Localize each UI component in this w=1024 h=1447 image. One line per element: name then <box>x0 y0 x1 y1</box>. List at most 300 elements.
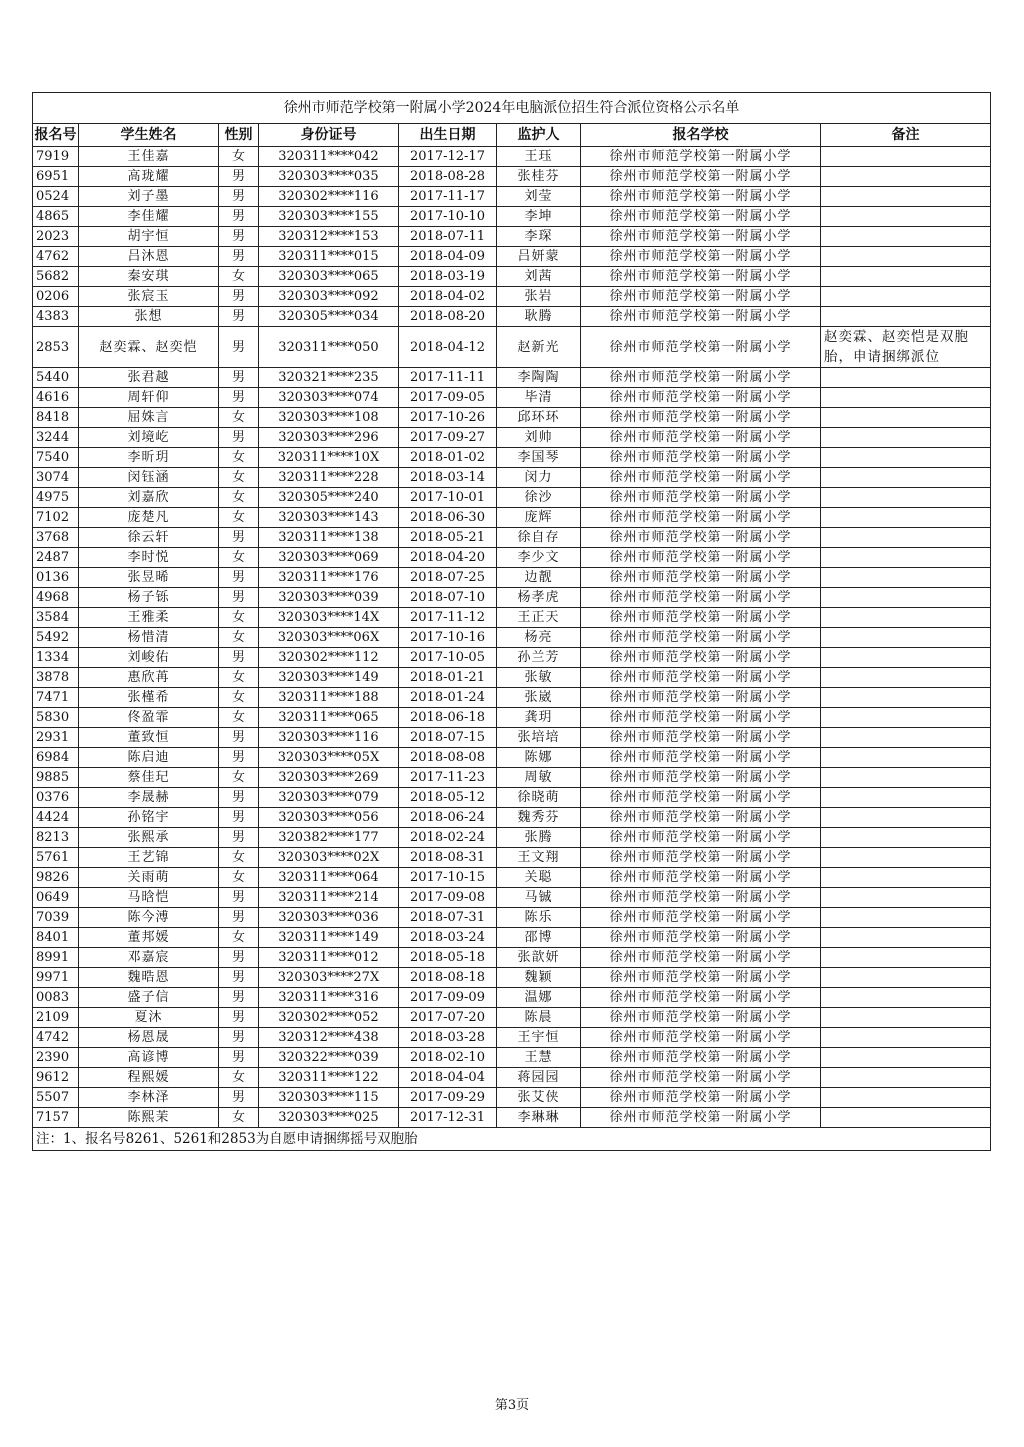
cell-gender: 女 <box>219 928 259 948</box>
cell-registration-no: 6951 <box>33 167 79 187</box>
table-row <box>33 988 991 1008</box>
cell-gender: 男 <box>219 748 259 768</box>
cell-student-name: 夏沐 <box>79 1008 219 1028</box>
cell-student-name: 秦安琪 <box>79 267 219 287</box>
cell-gender: 男 <box>219 187 259 207</box>
cell-id-number: 320303****074 <box>259 388 399 408</box>
cell-guardian: 李琛 <box>497 227 581 247</box>
cell-remarks <box>821 888 991 908</box>
cell-student-name: 张槿希 <box>79 688 219 708</box>
cell-guardian: 王正天 <box>497 608 581 628</box>
cell-school: 徐州市师范学校第一附属小学 <box>581 167 821 187</box>
cell-school: 徐州市师范学校第一附属小学 <box>581 1048 821 1068</box>
cell-guardian: 温娜 <box>497 988 581 1008</box>
cell-guardian: 关聪 <box>497 868 581 888</box>
cell-birth-date: 2017-10-01 <box>399 488 497 508</box>
cell-id-number: 320303****269 <box>259 768 399 788</box>
table-row <box>33 1048 991 1068</box>
cell-school: 徐州市师范学校第一附属小学 <box>581 688 821 708</box>
cell-guardian: 邵博 <box>497 928 581 948</box>
table-row <box>33 668 991 688</box>
cell-registration-no: 4968 <box>33 588 79 608</box>
table-row <box>33 267 991 287</box>
cell-remarks <box>821 708 991 728</box>
cell-remarks <box>821 388 991 408</box>
cell-remarks <box>821 167 991 187</box>
cell-student-name: 蔡佳玘 <box>79 768 219 788</box>
cell-gender: 女 <box>219 508 259 528</box>
cell-guardian: 庞辉 <box>497 508 581 528</box>
cell-birth-date: 2017-09-29 <box>399 1088 497 1108</box>
cell-school: 徐州市师范学校第一附属小学 <box>581 748 821 768</box>
cell-school: 徐州市师范学校第一附属小学 <box>581 988 821 1008</box>
cell-registration-no: 4762 <box>33 247 79 267</box>
cell-remarks <box>821 548 991 568</box>
cell-student-name: 陈启迪 <box>79 748 219 768</box>
cell-birth-date: 2018-01-21 <box>399 668 497 688</box>
cell-remarks <box>821 1048 991 1068</box>
cell-remarks <box>821 988 991 1008</box>
cell-student-name: 庞楚凡 <box>79 508 219 528</box>
cell-remarks <box>821 307 991 327</box>
cell-registration-no: 0524 <box>33 187 79 207</box>
cell-guardian: 王宇恒 <box>497 1028 581 1048</box>
cell-birth-date: 2017-10-15 <box>399 868 497 888</box>
cell-birth-date: 2018-01-02 <box>399 448 497 468</box>
cell-birth-date: 2018-02-24 <box>399 828 497 848</box>
cell-student-name: 屈姝言 <box>79 408 219 428</box>
table-row <box>33 287 991 307</box>
cell-gender: 男 <box>219 648 259 668</box>
cell-student-name: 王雅柔 <box>79 608 219 628</box>
cell-remarks <box>821 648 991 668</box>
cell-id-number: 320311****122 <box>259 1068 399 1088</box>
table-row <box>33 408 991 428</box>
cell-registration-no: 4742 <box>33 1028 79 1048</box>
cell-school: 徐州市师范学校第一附属小学 <box>581 668 821 688</box>
cell-school: 徐州市师范学校第一附属小学 <box>581 327 821 368</box>
cell-school: 徐州市师范学校第一附属小学 <box>581 1008 821 1028</box>
cell-remarks <box>821 688 991 708</box>
cell-gender: 女 <box>219 468 259 488</box>
header-remarks: 备注 <box>821 124 991 147</box>
cell-student-name: 李时悦 <box>79 548 219 568</box>
cell-gender: 男 <box>219 588 259 608</box>
header-student-name: 学生姓名 <box>79 124 219 147</box>
cell-school: 徐州市师范学校第一附属小学 <box>581 568 821 588</box>
table-row <box>33 1068 991 1088</box>
cell-school: 徐州市师范学校第一附属小学 <box>581 828 821 848</box>
cell-school: 徐州市师范学校第一附属小学 <box>581 227 821 247</box>
cell-gender: 男 <box>219 1048 259 1068</box>
cell-school: 徐州市师范学校第一附属小学 <box>581 908 821 928</box>
cell-id-number: 320303****025 <box>259 1108 399 1128</box>
cell-guardian: 魏秀芬 <box>497 808 581 828</box>
cell-remarks <box>821 247 991 267</box>
cell-gender: 女 <box>219 768 259 788</box>
roster-sheet <box>32 92 990 1151</box>
cell-registration-no: 5492 <box>33 628 79 648</box>
cell-guardian: 邱环环 <box>497 408 581 428</box>
cell-registration-no: 5682 <box>33 267 79 287</box>
cell-remarks <box>821 488 991 508</box>
cell-guardian: 杨亮 <box>497 628 581 648</box>
cell-guardian: 张崴 <box>497 688 581 708</box>
cell-guardian: 马铖 <box>497 888 581 908</box>
cell-birth-date: 2018-06-18 <box>399 708 497 728</box>
table-row <box>33 388 991 408</box>
cell-id-number: 320311****065 <box>259 708 399 728</box>
cell-registration-no: 2931 <box>33 728 79 748</box>
table-row <box>33 848 991 868</box>
table-row <box>33 908 991 928</box>
cell-remarks <box>821 428 991 448</box>
cell-id-number: 320311****138 <box>259 528 399 548</box>
cell-school: 徐州市师范学校第一附属小学 <box>581 928 821 948</box>
cell-gender: 男 <box>219 908 259 928</box>
cell-student-name: 董致恒 <box>79 728 219 748</box>
cell-birth-date: 2017-12-31 <box>399 1108 497 1128</box>
table-row <box>33 167 991 187</box>
page-number: 第3页 <box>494 1398 530 1413</box>
cell-id-number: 320303****115 <box>259 1088 399 1108</box>
cell-birth-date: 2018-06-24 <box>399 808 497 828</box>
cell-remarks <box>821 728 991 748</box>
cell-remarks <box>821 408 991 428</box>
cell-guardian: 张岩 <box>497 287 581 307</box>
cell-birth-date: 2018-08-08 <box>399 748 497 768</box>
cell-remarks <box>821 608 991 628</box>
cell-birth-date: 2018-07-25 <box>399 568 497 588</box>
cell-registration-no: 6984 <box>33 748 79 768</box>
cell-remarks <box>821 1008 991 1028</box>
cell-registration-no: 5507 <box>33 1088 79 1108</box>
cell-registration-no: 7919 <box>33 147 79 167</box>
cell-guardian: 陈娜 <box>497 748 581 768</box>
cell-id-number: 320303****143 <box>259 508 399 528</box>
cell-guardian: 王珏 <box>497 147 581 167</box>
table-row <box>33 768 991 788</box>
cell-school: 徐州市师范学校第一附属小学 <box>581 428 821 448</box>
cell-school: 徐州市师范学校第一附属小学 <box>581 968 821 988</box>
table-row <box>33 187 991 207</box>
cell-gender: 男 <box>219 1008 259 1028</box>
cell-guardian: 徐沙 <box>497 488 581 508</box>
cell-registration-no: 5830 <box>33 708 79 728</box>
cell-gender: 男 <box>219 327 259 368</box>
cell-school: 徐州市师范学校第一附属小学 <box>581 728 821 748</box>
cell-remarks <box>821 748 991 768</box>
cell-gender: 男 <box>219 948 259 968</box>
table-row <box>33 1028 991 1048</box>
cell-student-name: 赵奕霖、赵奕恺 <box>79 327 219 368</box>
cell-birth-date: 2017-07-20 <box>399 1008 497 1028</box>
cell-guardian: 张培培 <box>497 728 581 748</box>
cell-guardian: 陈晨 <box>497 1008 581 1028</box>
cell-student-name: 徐云轩 <box>79 528 219 548</box>
cell-id-number: 320311****214 <box>259 888 399 908</box>
cell-school: 徐州市师范学校第一附属小学 <box>581 207 821 227</box>
cell-guardian: 张敏 <box>497 668 581 688</box>
cell-guardian: 李少文 <box>497 548 581 568</box>
cell-school: 徐州市师范学校第一附属小学 <box>581 247 821 267</box>
table-row <box>33 227 991 247</box>
cell-student-name: 马晗恺 <box>79 888 219 908</box>
cell-school: 徐州市师范学校第一附属小学 <box>581 848 821 868</box>
header-guardian: 监护人 <box>497 124 581 147</box>
cell-school: 徐州市师范学校第一附属小学 <box>581 508 821 528</box>
cell-student-name: 闵钰涵 <box>79 468 219 488</box>
cell-gender: 女 <box>219 628 259 648</box>
cell-remarks <box>821 928 991 948</box>
cell-remarks <box>821 808 991 828</box>
table-row <box>33 608 991 628</box>
cell-gender: 男 <box>219 1088 259 1108</box>
cell-gender: 男 <box>219 1028 259 1048</box>
table-row <box>33 648 991 668</box>
cell-remarks <box>821 468 991 488</box>
cell-school: 徐州市师范学校第一附属小学 <box>581 1068 821 1088</box>
table-row <box>33 548 991 568</box>
cell-id-number: 320303****14X <box>259 608 399 628</box>
cell-birth-date: 2018-03-24 <box>399 928 497 948</box>
cell-student-name: 刘子墨 <box>79 187 219 207</box>
cell-guardian: 杨孝虎 <box>497 588 581 608</box>
cell-gender: 男 <box>219 227 259 247</box>
cell-registration-no: 2023 <box>33 227 79 247</box>
cell-remarks <box>821 1088 991 1108</box>
cell-birth-date: 2018-04-09 <box>399 247 497 267</box>
cell-registration-no: 5440 <box>33 368 79 388</box>
cell-gender: 男 <box>219 167 259 187</box>
cell-remarks <box>821 768 991 788</box>
cell-gender: 男 <box>219 247 259 267</box>
cell-registration-no: 0649 <box>33 888 79 908</box>
cell-school: 徐州市师范学校第一附属小学 <box>581 588 821 608</box>
cell-school: 徐州市师范学校第一附属小学 <box>581 1088 821 1108</box>
cell-id-number: 320303****108 <box>259 408 399 428</box>
cell-student-name: 惠欣苒 <box>79 668 219 688</box>
cell-student-name: 魏晧恩 <box>79 968 219 988</box>
footnote: 注：1、报名号8261、5261和2853为自愿申请捆绑摇号双胞胎 <box>33 1128 991 1151</box>
cell-student-name: 李昕玥 <box>79 448 219 468</box>
cell-id-number: 320303****02X <box>259 848 399 868</box>
cell-remarks <box>821 147 991 167</box>
table-row <box>33 968 991 988</box>
cell-remarks <box>821 668 991 688</box>
table-row <box>33 1088 991 1108</box>
cell-gender: 男 <box>219 428 259 448</box>
cell-id-number: 320311****012 <box>259 948 399 968</box>
cell-id-number: 320303****149 <box>259 668 399 688</box>
cell-student-name: 高珑耀 <box>79 167 219 187</box>
cell-student-name: 王艺锦 <box>79 848 219 868</box>
cell-birth-date: 2018-04-20 <box>399 548 497 568</box>
cell-registration-no: 7540 <box>33 448 79 468</box>
cell-gender: 女 <box>219 448 259 468</box>
table-title: 徐州市师范学校第一附属小学2024年电脑派位招生符合派位资格公示名单 <box>33 93 991 124</box>
cell-remarks <box>821 448 991 468</box>
cell-gender: 女 <box>219 868 259 888</box>
roster-table <box>32 92 991 1151</box>
cell-guardian: 陈乐 <box>497 908 581 928</box>
cell-id-number: 320312****153 <box>259 227 399 247</box>
cell-remarks <box>821 227 991 247</box>
cell-school: 徐州市师范学校第一附属小学 <box>581 528 821 548</box>
cell-birth-date: 2017-11-11 <box>399 368 497 388</box>
cell-birth-date: 2018-03-14 <box>399 468 497 488</box>
table-row <box>33 748 991 768</box>
cell-guardian: 李琳琳 <box>497 1108 581 1128</box>
table-row <box>33 327 991 368</box>
cell-gender: 女 <box>219 267 259 287</box>
cell-birth-date: 2017-10-05 <box>399 648 497 668</box>
table-row <box>33 568 991 588</box>
cell-birth-date: 2017-10-10 <box>399 207 497 227</box>
cell-registration-no: 8213 <box>33 828 79 848</box>
cell-id-number: 320321****235 <box>259 368 399 388</box>
cell-registration-no: 8991 <box>33 948 79 968</box>
cell-registration-no: 3584 <box>33 608 79 628</box>
cell-school: 徐州市师范学校第一附属小学 <box>581 648 821 668</box>
cell-gender: 男 <box>219 968 259 988</box>
cell-guardian: 王文翔 <box>497 848 581 868</box>
cell-id-number: 320303****069 <box>259 548 399 568</box>
cell-school: 徐州市师范学校第一附属小学 <box>581 267 821 287</box>
cell-student-name: 王佳嘉 <box>79 147 219 167</box>
cell-birth-date: 2018-04-02 <box>399 287 497 307</box>
cell-id-number: 320311****149 <box>259 928 399 948</box>
cell-guardian: 李坤 <box>497 207 581 227</box>
cell-id-number: 320303****035 <box>259 167 399 187</box>
cell-student-name: 刘嘉欣 <box>79 488 219 508</box>
cell-id-number: 320305****240 <box>259 488 399 508</box>
cell-registration-no: 3878 <box>33 668 79 688</box>
cell-id-number: 320303****27X <box>259 968 399 988</box>
cell-school: 徐州市师范学校第一附属小学 <box>581 368 821 388</box>
cell-guardian: 边靓 <box>497 568 581 588</box>
cell-id-number: 320302****116 <box>259 187 399 207</box>
cell-birth-date: 2018-05-21 <box>399 528 497 548</box>
table-row <box>33 488 991 508</box>
cell-school: 徐州市师范学校第一附属小学 <box>581 187 821 207</box>
cell-student-name: 高谚博 <box>79 1048 219 1068</box>
cell-guardian: 刘莹 <box>497 187 581 207</box>
cell-student-name: 杨子铄 <box>79 588 219 608</box>
cell-guardian: 张艾侠 <box>497 1088 581 1108</box>
cell-registration-no: 7039 <box>33 908 79 928</box>
cell-registration-no: 1334 <box>33 648 79 668</box>
cell-birth-date: 2018-03-19 <box>399 267 497 287</box>
table-row <box>33 588 991 608</box>
cell-id-number: 320303****039 <box>259 588 399 608</box>
cell-gender: 女 <box>219 1068 259 1088</box>
cell-id-number: 320311****316 <box>259 988 399 1008</box>
cell-id-number: 320311****050 <box>259 327 399 368</box>
cell-student-name: 张想 <box>79 307 219 327</box>
cell-school: 徐州市师范学校第一附属小学 <box>581 408 821 428</box>
cell-school: 徐州市师范学校第一附属小学 <box>581 147 821 167</box>
cell-guardian: 张桂芬 <box>497 167 581 187</box>
cell-school: 徐州市师范学校第一附属小学 <box>581 808 821 828</box>
cell-id-number: 320303****036 <box>259 908 399 928</box>
cell-guardian: 李陶陶 <box>497 368 581 388</box>
cell-student-name: 胡宇恒 <box>79 227 219 247</box>
cell-remarks <box>821 1028 991 1048</box>
cell-student-name: 李晟赫 <box>79 788 219 808</box>
cell-gender: 男 <box>219 287 259 307</box>
cell-student-name: 张宸玉 <box>79 287 219 307</box>
table-row <box>33 928 991 948</box>
cell-birth-date: 2018-08-20 <box>399 307 497 327</box>
cell-student-name: 周轩仰 <box>79 388 219 408</box>
cell-birth-date: 2017-10-16 <box>399 628 497 648</box>
cell-gender: 女 <box>219 708 259 728</box>
cell-gender: 男 <box>219 788 259 808</box>
table-row <box>33 508 991 528</box>
cell-school: 徐州市师范学校第一附属小学 <box>581 1108 821 1128</box>
cell-id-number: 320311****188 <box>259 688 399 708</box>
cell-id-number: 320311****015 <box>259 247 399 267</box>
cell-id-number: 320303****116 <box>259 728 399 748</box>
table-row <box>33 868 991 888</box>
cell-student-name: 孙铭宇 <box>79 808 219 828</box>
table-row <box>33 688 991 708</box>
cell-birth-date: 2018-02-10 <box>399 1048 497 1068</box>
cell-remarks <box>821 908 991 928</box>
cell-remarks <box>821 368 991 388</box>
cell-birth-date: 2018-07-15 <box>399 728 497 748</box>
cell-remarks <box>821 948 991 968</box>
cell-birth-date: 2018-03-28 <box>399 1028 497 1048</box>
table-row <box>33 628 991 648</box>
cell-registration-no: 0206 <box>33 287 79 307</box>
cell-birth-date: 2017-10-26 <box>399 408 497 428</box>
cell-remarks <box>821 828 991 848</box>
cell-student-name: 程熙媛 <box>79 1068 219 1088</box>
cell-id-number: 320311****064 <box>259 868 399 888</box>
cell-birth-date: 2018-04-12 <box>399 327 497 368</box>
table-row <box>33 147 991 167</box>
table-row <box>33 368 991 388</box>
cell-registration-no: 0376 <box>33 788 79 808</box>
cell-guardian: 吕妍蒙 <box>497 247 581 267</box>
cell-gender: 女 <box>219 147 259 167</box>
cell-gender: 男 <box>219 888 259 908</box>
cell-id-number: 320303****155 <box>259 207 399 227</box>
cell-birth-date: 2018-05-18 <box>399 948 497 968</box>
cell-gender: 男 <box>219 528 259 548</box>
cell-remarks: 赵奕霖、赵奕恺是双胞胎，申请捆绑派位 <box>821 327 991 368</box>
cell-birth-date: 2017-11-23 <box>399 768 497 788</box>
cell-id-number: 320312****438 <box>259 1028 399 1048</box>
cell-id-number: 320305****034 <box>259 307 399 327</box>
cell-guardian: 李国琴 <box>497 448 581 468</box>
cell-registration-no: 9612 <box>33 1068 79 1088</box>
cell-id-number: 320303****092 <box>259 287 399 307</box>
cell-birth-date: 2018-04-04 <box>399 1068 497 1088</box>
cell-remarks <box>821 207 991 227</box>
header-registration-no: 报名号 <box>33 124 79 147</box>
header-gender: 性别 <box>219 124 259 147</box>
cell-guardian: 孙兰芳 <box>497 648 581 668</box>
cell-guardian: 徐晓萌 <box>497 788 581 808</box>
cell-guardian: 蒋园园 <box>497 1068 581 1088</box>
cell-registration-no: 3768 <box>33 528 79 548</box>
table-row <box>33 1108 991 1128</box>
table-row <box>33 1008 991 1028</box>
cell-registration-no: 2853 <box>33 327 79 368</box>
